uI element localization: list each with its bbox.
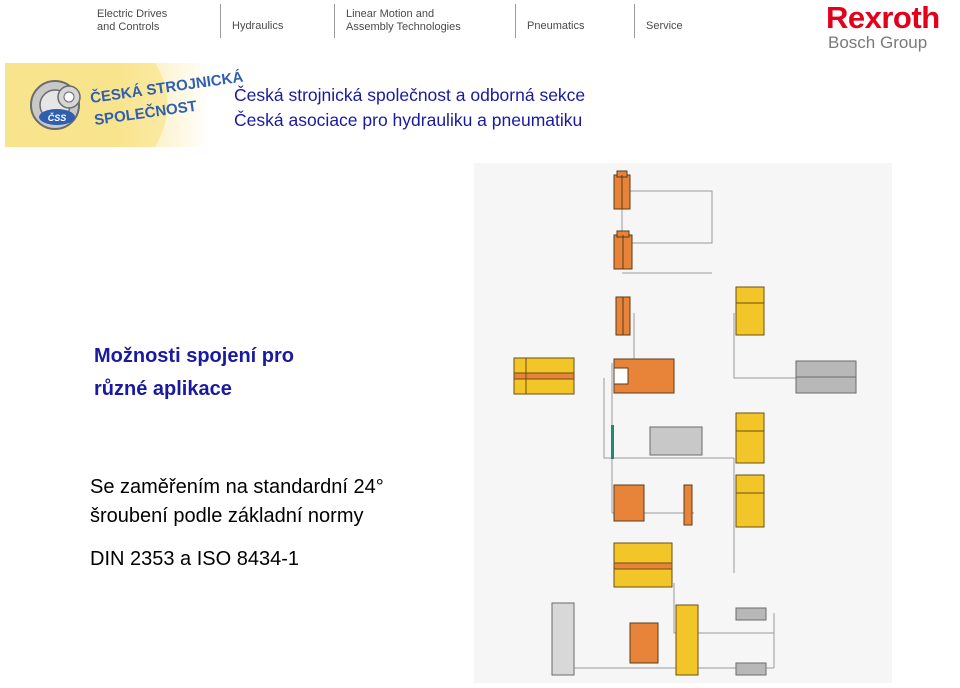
gray-connector: [650, 427, 702, 455]
nav-divider: [220, 4, 221, 38]
body-line-1: Se zaměřením na standardní 24°: [90, 476, 384, 498]
nav-pneumatics[interactable]: [527, 20, 584, 33]
standard-reference: DIN 2353 a ISO 8434-1: [90, 548, 300, 570]
nav-hydraulics[interactable]: [232, 20, 283, 33]
fitting-bottom-yellow: [676, 605, 698, 675]
nav-service[interactable]: [646, 20, 683, 33]
screw-bottom-right-1: [736, 608, 766, 620]
body-line-2: šroubení podle základní normy: [90, 505, 364, 527]
nut-right-3: [736, 475, 764, 527]
section-title-line-2: různé aplikace: [94, 378, 232, 400]
nav-label: Hydraulics: [232, 20, 284, 32]
svg-text:ČESKÁ STROJNICKÁ: ČESKÁ STROJNICKÁ: [89, 68, 245, 107]
fitting-top-2: [614, 231, 632, 269]
header-line-2: Česká asociace pro hydrauliku a pneumatiku: [234, 110, 583, 130]
svg-text:ČSS: ČSS: [47, 113, 67, 123]
nav-label: Electric Drives: [97, 8, 168, 20]
css-logo: [5, 63, 245, 147]
nav-divider: [515, 4, 516, 38]
nav-electric-drives[interactable]: [97, 8, 167, 34]
fitting-top-3: [616, 297, 630, 335]
plug-bottom-left: [552, 603, 574, 675]
fitting-diagram-graphic: [474, 163, 892, 683]
steel-tube-right: [796, 361, 856, 393]
fitting-assembly-lower: [614, 543, 672, 587]
nav-label: Linear Motion and: [346, 8, 435, 20]
nav-label: Service: [646, 20, 683, 32]
css-logo-graphic: [5, 63, 245, 147]
nav-divider: [334, 4, 335, 38]
body-fitting-center: [614, 359, 674, 393]
screw-bottom-right-2: [736, 663, 766, 675]
nav-linear-motion[interactable]: [346, 8, 461, 34]
fitting-connection-diagram: [474, 163, 892, 683]
top-navigation: [0, 0, 960, 60]
nav-divider: [634, 4, 635, 38]
nut-right-2: [736, 413, 764, 463]
nav-label: Pneumatics: [527, 20, 585, 32]
fitting-top-1: [614, 171, 630, 209]
seal-ring-icon: [611, 425, 614, 459]
svg-text:SPOLEČNOST: SPOLEČNOST: [93, 97, 198, 129]
nut-right-1: [736, 287, 764, 335]
header-line-1: Česká strojnická společnost a odborná sekce: [234, 85, 586, 105]
fitting-bottom-orange: [630, 623, 658, 663]
nav-label: Assembly Technologies: [346, 21, 461, 33]
rexroth-logo[interactable]: Rexroth: [826, 0, 940, 35]
section-title-line-1: Možnosti spojení pro: [94, 345, 294, 367]
stud-fitting-left: [514, 358, 574, 394]
nav-label: and Controls: [97, 21, 160, 33]
bosch-group-label: Bosch Group: [828, 33, 928, 52]
